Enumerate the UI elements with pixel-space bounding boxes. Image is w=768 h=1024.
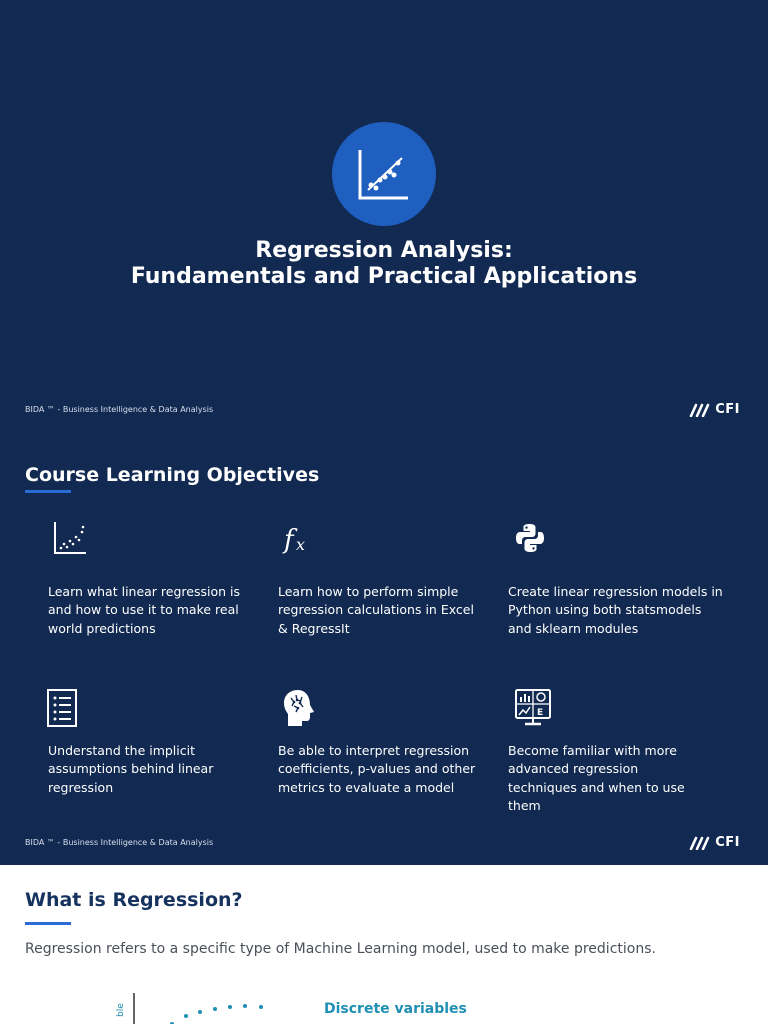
cfi-stripes-icon: [689, 836, 711, 850]
title-line-1: Regression Analysis:: [255, 238, 513, 263]
cfi-logo: [689, 402, 740, 417]
svg-text:E: E: [537, 708, 544, 718]
svg-text:x: x: [296, 535, 306, 554]
head-brain-icon: [282, 688, 318, 728]
objective-text-6: Become familiar with more advanced regression techniques and when to use them: [508, 743, 685, 813]
svg-text:f: f: [284, 525, 294, 555]
discrete-scatter-plot: [130, 991, 280, 1024]
scatter-plot-icon: [52, 520, 88, 556]
logo-circle: [332, 122, 436, 226]
section-title: Course Learning Objectives: [25, 464, 320, 486]
body-text: Regression refers to a specific type of Machine Learning model, used to make predictions.: [25, 941, 656, 957]
what-is-regression-slide: [0, 865, 768, 1024]
discrete-variables-label: Discrete variables: [324, 1001, 467, 1017]
title-slide: [0, 0, 768, 432]
title-underline: [25, 922, 71, 925]
function-fx-icon: [282, 520, 318, 556]
objective-text-1: Learn what linear regression is and how to use it to make real world predictions: [48, 584, 240, 636]
cfi-logo: [689, 835, 740, 850]
objectives-slide: [0, 432, 768, 865]
axis-label: ble: [116, 1003, 126, 1017]
title-line-2: Fundamentals and Practical Applications: [130, 264, 638, 289]
cfi-brand-text: CFI: [715, 835, 740, 850]
title-underline: [25, 490, 71, 493]
cfi-brand-text: CFI: [715, 402, 740, 417]
objective-text-2: Learn how to perform simple regression calculations in Excel & RegressIt: [278, 584, 474, 636]
cfi-stripes-icon: [689, 403, 711, 417]
footer-text: BIDA ™ - Business Intelligence & Data Analysis: [25, 838, 214, 847]
dashboard-monitor-icon: [514, 688, 552, 728]
objective-text-3: Create linear regression models in Python using both statsmodels and sklearn modules: [508, 584, 723, 636]
section-title: What is Regression?: [25, 889, 243, 911]
footer-text: BIDA ™ - Business Intelligence & Data Analysis: [25, 405, 214, 414]
objective-text-4: Understand the implicit assumptions behind linear regression: [48, 743, 214, 795]
scatter-chart-icon: [354, 144, 414, 204]
objective-text-5: Be able to interpret regression coefficients, p-values and other metrics to evaluate a model: [278, 743, 476, 795]
checklist-icon: [46, 688, 78, 728]
python-logo-icon: [514, 522, 546, 554]
